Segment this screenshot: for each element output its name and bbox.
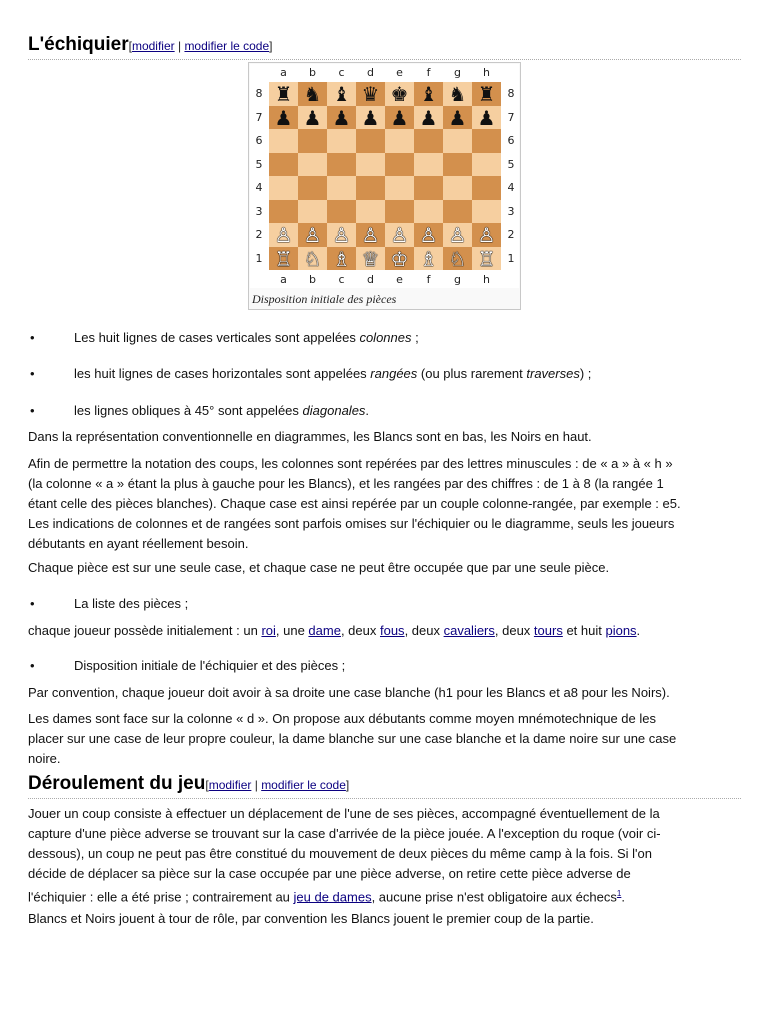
- edit-link[interactable]: modifier: [131, 39, 175, 53]
- board-square-g5: [443, 153, 472, 177]
- chess-piece-icon: ♛: [361, 82, 380, 106]
- link-dame[interactable]: dame: [308, 623, 341, 638]
- footnote-link[interactable]: 1: [616, 889, 622, 898]
- list-item-text: La liste des pièces ;: [74, 596, 189, 611]
- chess-piece-icon: ♖: [274, 246, 293, 271]
- board-square-e1: [385, 247, 414, 271]
- board-square-d7: [356, 106, 385, 130]
- chess-piece-icon: ♟: [361, 105, 380, 130]
- board-square-f6: [414, 129, 443, 153]
- board-square-b6: [298, 129, 327, 153]
- rank-label: 5: [255, 157, 263, 171]
- rank-label: 2: [255, 228, 263, 241]
- board-square-b2: [298, 223, 327, 247]
- figure-caption: Disposition initiale des pièces: [252, 292, 397, 306]
- board-square-f4: [414, 176, 443, 200]
- board-square-d1: [356, 247, 385, 271]
- heading-title: L'échiquier: [28, 34, 129, 55]
- board-square-c8: [327, 82, 356, 106]
- link-jeu-de-dames[interactable]: jeu de dames: [293, 889, 372, 905]
- chess-piece-icon: ♟: [274, 105, 293, 130]
- file-label: d: [367, 66, 374, 79]
- board-square-h8: [472, 82, 501, 106]
- board-square-f2: [414, 223, 443, 247]
- chess-piece-icon: ♖: [477, 246, 496, 271]
- chess-piece-icon: ♙: [477, 223, 496, 247]
- board-square-g7: [443, 106, 472, 130]
- rank-label: 1: [255, 251, 263, 265]
- board-square-g4: [443, 176, 472, 200]
- board-square-b1: [298, 247, 327, 271]
- rank-label: 8: [507, 87, 515, 100]
- board-square-e4: [385, 176, 414, 200]
- section-heading: [28, 34, 741, 60]
- edit-code-link[interactable]: modifier le code: [261, 778, 346, 792]
- section-heading: [28, 773, 741, 799]
- board-square-a1: [269, 247, 298, 271]
- bullet-dot: •: [30, 403, 35, 418]
- board-square-b5: [298, 153, 327, 177]
- link-cavaliers[interactable]: cavaliers: [443, 623, 495, 638]
- board-square-c3: [327, 200, 356, 224]
- file-label: f: [426, 66, 431, 79]
- board-square-c1: [327, 247, 356, 271]
- paragraph-conventional: Dans la représentation conventionnelle en diagrammes, les Blancs sont en bas, les Noirs en haut.: [28, 429, 592, 444]
- chess-piece-icon: ♝: [332, 82, 351, 106]
- chess-piece-icon: ♝: [419, 82, 438, 106]
- bullet-dot: •: [30, 658, 35, 673]
- chess-piece-icon: ♜: [477, 82, 496, 106]
- rank-label: 6: [507, 134, 515, 147]
- paragraph-notation: Afin de permettre la notation des coups, les colonnes sont repérées par des lettres minuscules : de « a » à « h » (la colonne « a » étant la plus à gauche pour les Blancs), et les rangées par des chiffres : de 1 à 8 (la rangée 1 étant celle des pièces blanches). Chaque case est ainsi repérée par un couple colonne-rangée, par exemple : e5. Les indications de colonnes et de rangées sont parfois omises sur l'échiquier ou le diagramme, seuls les joueurs débutants en ayant réellement besoin.: [28, 456, 681, 551]
- rank-label: 3: [507, 204, 515, 218]
- board-square-h5: [472, 153, 501, 177]
- board-square-f1: [414, 247, 443, 271]
- chess-piece-icon: ♜: [274, 82, 293, 106]
- board-square-d4: [356, 176, 385, 200]
- bullet-dot: •: [30, 596, 35, 611]
- chess-piece-icon: ♟: [390, 105, 409, 130]
- chess-piece-icon: ♞: [303, 82, 322, 106]
- rank-label: 8: [255, 87, 263, 100]
- board-square-h7: [472, 106, 501, 130]
- rank-label: 7: [507, 110, 515, 124]
- board-square-b3: [298, 200, 327, 224]
- chess-piece-icon: ♟: [477, 105, 496, 130]
- section-echiquier: [28, 34, 741, 60]
- board-square-f5: [414, 153, 443, 177]
- board-square-a8: [269, 82, 298, 106]
- board-square-b8: [298, 82, 327, 106]
- bullet-dot: •: [30, 330, 35, 345]
- chess-piece-icon: ♙: [390, 223, 409, 247]
- rank-label: 1: [507, 251, 515, 265]
- chess-piece-icon: ♙: [361, 223, 380, 247]
- chess-piece-icon: ♞: [448, 82, 467, 106]
- paragraph-tour: Blancs et Noirs jouent à tour de rôle, par convention les Blancs jouent le premier coup de la partie.: [28, 911, 594, 926]
- board-square-g8: [443, 82, 472, 106]
- board-square-d6: [356, 129, 385, 153]
- link-fous[interactable]: fous: [379, 623, 405, 638]
- file-label: a: [280, 273, 287, 286]
- list-item-text: Disposition initiale de l'échiquier et des pièces ;: [74, 658, 346, 673]
- file-label: g: [454, 273, 461, 286]
- board-square-c6: [327, 129, 356, 153]
- board-square-d8: [356, 82, 385, 106]
- file-label: h: [483, 66, 490, 79]
- edit-code-link[interactable]: modifier le code: [184, 39, 270, 53]
- file-label: c: [338, 273, 345, 286]
- file-label: c: [338, 66, 345, 79]
- chess-piece-icon: ♟: [448, 105, 467, 130]
- rank-label: 4: [255, 181, 263, 194]
- chess-piece-icon: ♔: [390, 246, 409, 271]
- chess-piece-icon: ♙: [274, 223, 293, 247]
- chess-piece-icon: ♘: [448, 246, 467, 271]
- board-square-c5: [327, 153, 356, 177]
- board-square-h4: [472, 176, 501, 200]
- list-item-text: Les huit lignes de cases verticales sont appelées colonnes ;: [74, 330, 419, 345]
- bullet-dot: •: [30, 366, 35, 381]
- board-square-b7: [298, 106, 327, 130]
- file-label: f: [426, 273, 431, 286]
- board-square-c4: [327, 176, 356, 200]
- board-square-g6: [443, 129, 472, 153]
- file-label: g: [454, 66, 461, 79]
- chess-piece-icon: ♟: [419, 105, 438, 130]
- section-deroulement: [28, 773, 741, 799]
- paragraph-pieces-list: chaque joueur possède initialement : un roi, une dame, deux fous, deux cavaliers, deux tours et huit pions.: [28, 623, 641, 638]
- rank-label: 5: [507, 157, 515, 171]
- board-square-e3: [385, 200, 414, 224]
- chess-piece-icon: ♗: [332, 246, 351, 271]
- board-square-a5: [269, 153, 298, 177]
- chess-piece-icon: ♗: [419, 246, 438, 271]
- board-square-f3: [414, 200, 443, 224]
- board-square-f7: [414, 106, 443, 130]
- chessboard-diagram: [250, 64, 519, 288]
- rank-label: 4: [507, 181, 515, 194]
- board-square-h6: [472, 129, 501, 153]
- file-label: a: [280, 66, 287, 79]
- link-roi[interactable]: roi: [261, 623, 276, 638]
- chess-piece-icon: ♚: [390, 82, 409, 106]
- board-square-g3: [443, 200, 472, 224]
- board-square-e8: [385, 82, 414, 106]
- file-label: b: [309, 66, 316, 79]
- chess-piece-icon: ♙: [332, 223, 351, 247]
- board-square-e2: [385, 223, 414, 247]
- board-square-h1: [472, 247, 501, 271]
- board-square-d3: [356, 200, 385, 224]
- paragraph-coup: Jouer un coup consiste à effectuer un déplacement de l'une de ses pièces, accompagné éventuellement de la capture d'une pièce adverse se trouvant sur la case d'arrivée de la pièce jouée. A l'exception du roque (voir ci- dessous), un coup ne peut pas être constitué du mouvement de deux pièces du même camp à la fois. Si l'on décide de déplacer sa pièce sur la case occupée par une pièce adverse, on retire cette pièce adverse de l'échiquier : elle a été prise ; contrairement au jeu de dames, aucune prise n'est obligatoire aux échecs$^1$.: [28, 806, 661, 905]
- rank-label: 6: [255, 134, 263, 147]
- board-square-e7: [385, 106, 414, 130]
- link-pions[interactable]: pions: [605, 623, 637, 638]
- chess-piece-icon: ♘: [303, 246, 322, 271]
- file-label: h: [483, 273, 490, 286]
- rank-label: 7: [255, 110, 263, 124]
- rank-label: 3: [255, 204, 263, 218]
- list-item-text: les huit lignes de cases horizontales sont appelées rangées (ou plus rarement traverses) ;: [74, 366, 592, 381]
- board-square-h2: [472, 223, 501, 247]
- board-square-e5: [385, 153, 414, 177]
- edit-links: [modifier | modifier le code]: [205, 778, 350, 792]
- chessboard-figure: [248, 62, 521, 310]
- chess-piece-icon: ♟: [303, 105, 322, 130]
- file-label: e: [396, 273, 403, 286]
- chess-piece-icon: ♕: [361, 246, 380, 271]
- paragraph-single-piece: Chaque pièce est sur une seule case, et chaque case ne peut être occupée que par une seule pièce.: [28, 560, 610, 575]
- board-square-f8: [414, 82, 443, 106]
- rank-label: 2: [507, 228, 515, 241]
- board-square-a4: [269, 176, 298, 200]
- chess-piece-icon: ♙: [303, 223, 322, 247]
- chessboard: [269, 82, 501, 270]
- paragraph-dames: Les dames sont face sur la colonne « d ». On propose aux débutants comme moyen mnémotechnique de les placer sur une case de leur propre couleur, la dame blanche sur une case blanche et la dame noire sur une case noire.: [28, 711, 677, 766]
- paragraph-convention: Par convention, chaque joueur doit avoir à sa droite une case blanche (h1 pour les Blancs et a8 pour les Noirs).: [28, 685, 670, 700]
- board-square-h3: [472, 200, 501, 224]
- board-square-a2: [269, 223, 298, 247]
- file-label: e: [396, 66, 403, 79]
- chess-piece-icon: ♟: [332, 105, 351, 130]
- file-label: d: [367, 273, 374, 286]
- chess-piece-icon: ♙: [419, 223, 438, 247]
- board-square-c2: [327, 223, 356, 247]
- board-square-d5: [356, 153, 385, 177]
- heading-title: Déroulement du jeu: [28, 773, 206, 794]
- chess-piece-icon: ♙: [448, 223, 467, 247]
- list-item-text: les lignes obliques à 45° sont appelées diagonales.: [74, 403, 370, 418]
- board-square-a7: [269, 106, 298, 130]
- board-square-d2: [356, 223, 385, 247]
- board-square-a3: [269, 200, 298, 224]
- edit-link[interactable]: modifier: [208, 778, 252, 792]
- board-square-b4: [298, 176, 327, 200]
- board-square-c7: [327, 106, 356, 130]
- link-tours[interactable]: tours: [533, 623, 563, 638]
- board-square-g1: [443, 247, 472, 271]
- board-square-a6: [269, 129, 298, 153]
- file-label: b: [309, 273, 316, 286]
- edit-links: [modifier | modifier le code]: [128, 39, 273, 53]
- board-square-e6: [385, 129, 414, 153]
- board-square-g2: [443, 223, 472, 247]
